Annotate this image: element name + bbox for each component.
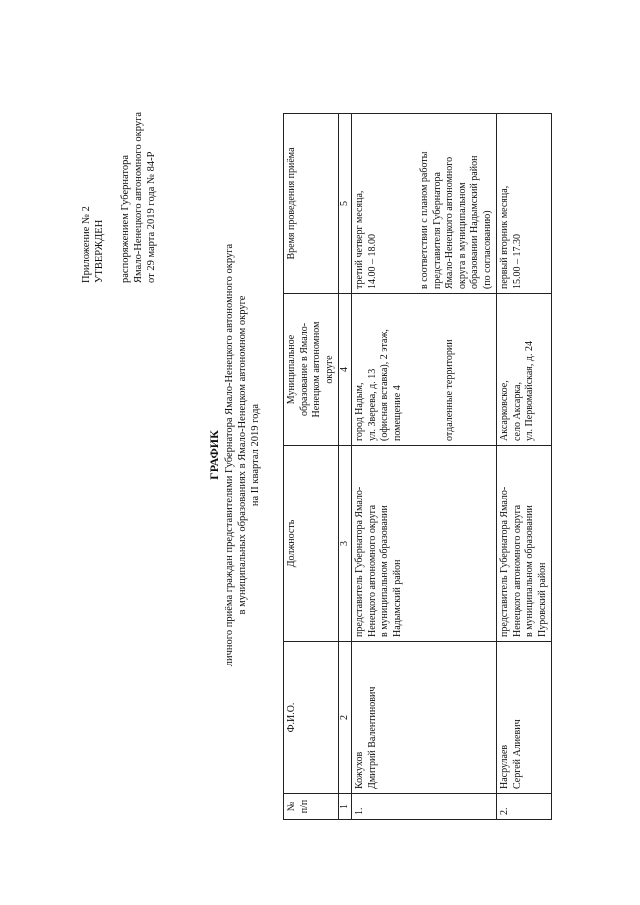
- title-heading: ГРАФИК: [207, 430, 221, 480]
- schedule-table: [283, 113, 552, 820]
- approval-line: Ямало-Ненецкого автономного округа: [133, 111, 144, 283]
- header-time: Время проведения приёма: [284, 114, 339, 294]
- header-municipality: Муниципальное образование в Ямало- Ненецком автономном округе: [284, 294, 339, 446]
- column-number-row: [339, 114, 352, 820]
- column-number: 2: [339, 642, 352, 794]
- person-name: Кожухов Дмитрий Валентинович: [352, 642, 497, 794]
- header-position: Должность: [284, 446, 339, 642]
- header-fio: Ф.И.О.: [284, 642, 339, 794]
- person-name: Насрулаев Сергей Алиевич: [497, 642, 552, 794]
- header-row: [284, 114, 339, 820]
- column-number: 5: [339, 114, 352, 294]
- reception-time: третий четверг месяца, 14.00 – 18.00 в соответствии с планом работы представителя Губернатора Ямало-Ненецкого автономного округа в муниципальном образовании Надымский район (по согласованию): [352, 114, 497, 294]
- row-number: 2.: [497, 794, 552, 820]
- person-position: представитель Губернатора Ямало- Ненецкого автономного округа в муниципальном образовании Пуровский район: [497, 446, 552, 642]
- column-number: 4: [339, 294, 352, 446]
- approved-stamp: УТВЕРЖДЕН: [94, 219, 105, 283]
- table-row: [497, 114, 552, 820]
- header-num: № п/п: [284, 794, 339, 820]
- municipality: город Надым, ул. Зверева, д. 13 (офисная вставка), 2 этаж, помещение 4 отдаленные территории: [352, 294, 497, 446]
- column-number: 1: [339, 794, 352, 820]
- reception-time: первый вторник месяца, 15.00 – 17.30: [497, 114, 552, 294]
- title-line: на II квартал 2019 года: [250, 403, 261, 507]
- title-line: личного приёма граждан представителями Губернатора Ямало-Ненецкого автономного округа: [224, 243, 235, 667]
- title-line: в муниципальных образованиях в Ямало-Ненецком автономном округе: [237, 295, 248, 615]
- table-row: [352, 114, 497, 820]
- approval-line: распоряжением Губернатора: [120, 155, 131, 283]
- person-position: представитель Губернатора Ямало- Ненецкого автономного округа в муниципальном образовании Надымский район: [352, 446, 497, 642]
- row-number: 1.: [352, 794, 497, 820]
- document-title: [208, 125, 262, 785]
- municipality: Аксарковское, село Аксарка, ул. Первомайская, д. 24: [497, 294, 552, 446]
- approval-line: от 29 марта 2019 года № 84-Р: [146, 151, 157, 283]
- approval-block: [80, 23, 158, 283]
- appendix-number: Приложение № 2: [81, 206, 92, 283]
- column-number: 3: [339, 446, 352, 642]
